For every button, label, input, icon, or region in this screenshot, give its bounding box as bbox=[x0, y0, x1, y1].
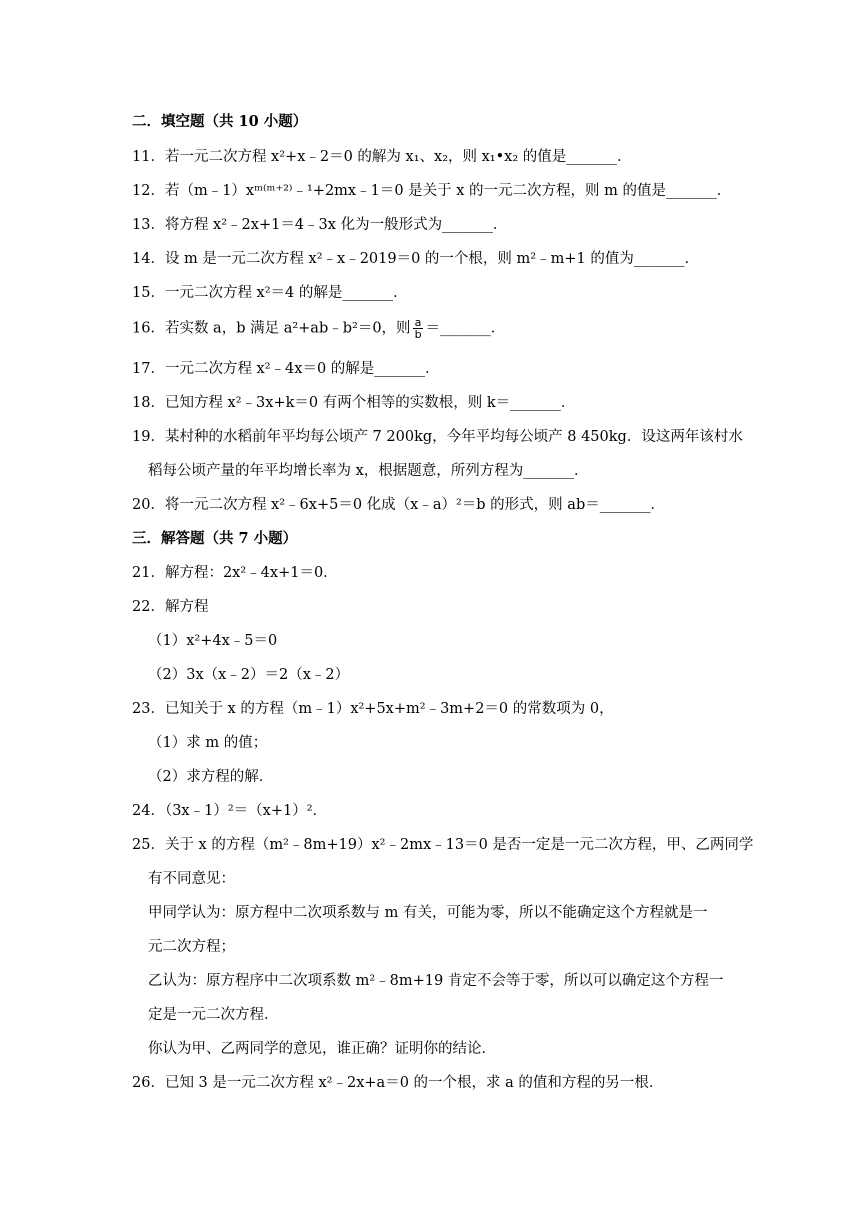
question-23-part-2: （2）求方程的解． bbox=[148, 769, 274, 785]
question-16-suffix: ＝_______． bbox=[425, 320, 506, 337]
section-heading-fill-in: 二．填空题（共 10 小题） bbox=[132, 113, 308, 130]
question-16-prefix: 16．若实数 a，b 满足 a²+ab﹣b²＝0，则 bbox=[132, 320, 411, 337]
question-25-line-2: 有不同意见： bbox=[148, 871, 235, 887]
question-25-line-3: 甲同学认为：原方程中二次项系数与 m 有关，可能为零，所以不能确定这个方程就是一 bbox=[148, 905, 708, 921]
question-19-line-1: 19．某村种的水稻前年平均每公顷产 7 200kg，今年平均每公顷产 8 450kg．设这两年该村水 bbox=[132, 429, 743, 445]
question-24: 24．（3x﹣1）²＝（x+1）²． bbox=[132, 803, 328, 819]
question-22-part-2: （2）3x（x﹣2）＝2（x﹣2） bbox=[148, 667, 350, 683]
question-14: 14．设 m 是一元二次方程 x²﹣x﹣2019＝0 的一个根，则 m²﹣m+1 的值为_______． bbox=[132, 251, 700, 267]
question-15: 15．一元二次方程 x²＝4 的解是_______． bbox=[132, 285, 408, 301]
question-25-line-4: 元二次方程； bbox=[148, 939, 235, 955]
fraction-a-over-b bbox=[413, 317, 424, 340]
section-heading-solve: 三．解答题（共 7 小题） bbox=[132, 530, 298, 547]
fraction-numerator: a bbox=[414, 316, 422, 329]
question-18: 18．已知方程 x²﹣3x+k＝0 有两个相等的实数根，则 k＝_______． bbox=[132, 395, 576, 411]
question-25-line-5: 乙认为：原方程序中二次项系数 m²﹣8m+19 肯定不会等于零，所以可以确定这个方程一 bbox=[148, 973, 724, 989]
question-17: 17．一元二次方程 x²﹣4x＝0 的解是_______． bbox=[132, 361, 440, 377]
question-22-stem: 22．解方程 bbox=[132, 599, 209, 615]
question-23-part-1: （1）求 m 的值； bbox=[148, 735, 268, 751]
question-25-line-1: 25．关于 x 的方程（m²﹣8m+19）x²﹣2mx﹣13＝0 是否一定是一元二次方程，甲、乙两同学 bbox=[132, 837, 754, 853]
question-20: 20．将一元二次方程 x²﹣6x+5＝0 化成（x﹣a）²＝b 的形式，则 ab＝_______． bbox=[132, 497, 665, 513]
question-16 bbox=[132, 317, 760, 340]
fraction-denominator: b bbox=[414, 328, 422, 341]
question-19-line-2: 稻每公顷产量的年平均增长率为 x，根据题意，所列方程为_______． bbox=[148, 463, 589, 479]
question-11: 11．若一元二次方程 x²+x﹣2＝0 的解为 x₁、x₂，则 x₁•x₂ 的值是_______． bbox=[132, 149, 632, 165]
question-13: 13．将方程 x²﹣2x+1＝4﹣3x 化为一般形式为_______． bbox=[132, 217, 508, 233]
question-25-line-6: 定是一元二次方程． bbox=[148, 1007, 279, 1023]
question-23-stem: 23．已知关于 x 的方程（m﹣1）x²+5x+m²﹣3m+2＝0 的常数项为 0， bbox=[132, 701, 614, 717]
question-26: 26．已知 3 是一元二次方程 x²﹣2x+a＝0 的一个根，求 a 的值和方程的另一根． bbox=[132, 1075, 664, 1091]
question-21: 21．解方程：2x²﹣4x+1＝0． bbox=[132, 565, 338, 581]
question-22-part-1: （1）x²+4x﹣5＝0 bbox=[148, 633, 278, 649]
question-12: 12．若（m﹣1）xᵐ⁽ᵐ⁺²⁾﹣¹+2mx﹣1＝0 是关于 x 的一元二次方程，则 m 的值是_______． bbox=[132, 183, 732, 199]
question-25-line-7: 你认为甲、乙两同学的意见，谁正确？证明你的结论． bbox=[148, 1041, 496, 1057]
